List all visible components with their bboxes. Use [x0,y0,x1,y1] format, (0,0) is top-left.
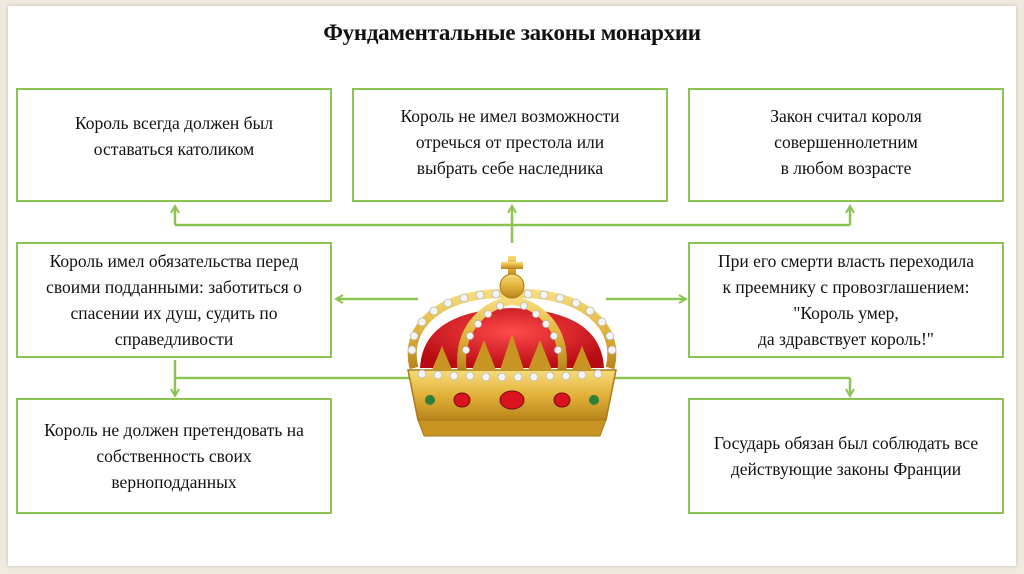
law-text: Король не имел возможности отречься от престола или выбрать себе наследника [400,106,620,178]
law-box-laws-of-france [688,398,1004,514]
law-text: При его смерти власть переходила к преемнику с провозглашением: "Король умер, да здравствует король!" [717,251,975,349]
law-box-property [16,398,332,514]
law-text: Государь обязан был соблюдать все действующие законы Франции [713,433,979,479]
law-box-abdication [352,88,668,202]
law-box-catholic [16,88,332,202]
law-text: Закон считал короля совершеннолетним в любом возрасте [770,106,922,178]
law-box-majority [688,88,1004,202]
crown-icon [392,250,632,450]
law-text: Король имел обязательства перед своими подданными: заботиться о спасении их душ, судить по справедливости [46,251,302,349]
page-title: Фундаментальные законы монархии [323,20,701,45]
law-text: Король всегда должен был оставаться католиком [74,113,274,159]
law-box-obligations [16,242,332,358]
law-box-succession [688,242,1004,358]
law-text: Король не должен претендовать на собственность своих верноподданных [44,420,304,492]
